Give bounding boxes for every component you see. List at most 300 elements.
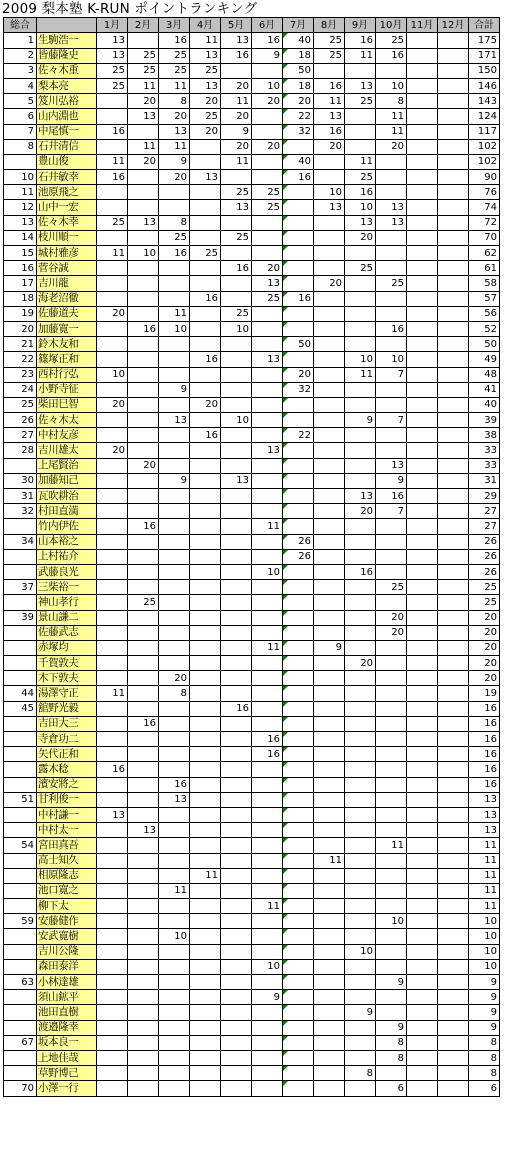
month-points-cell [97, 1081, 128, 1096]
table-row [4, 944, 500, 959]
month-points-cell [252, 914, 283, 929]
month-points-cell [407, 899, 438, 914]
month-points-cell [97, 519, 128, 534]
name-cell: 安武寛樹 [37, 929, 97, 944]
month-points-cell [283, 1035, 314, 1050]
month-points-cell: 20 [345, 656, 376, 671]
name-cell: 中村友彦 [37, 428, 97, 443]
name-cell: 上尾賢治 [37, 458, 97, 473]
rank-cell: 34 [4, 534, 37, 549]
month-points-cell [283, 473, 314, 488]
month-points-cell [190, 534, 221, 549]
rank-cell [4, 564, 37, 579]
month-points-cell: 25 [97, 78, 128, 93]
month-points-cell: 8 [159, 215, 190, 230]
month-points-cell [283, 215, 314, 230]
table-row [4, 732, 500, 747]
name-cell: 上地佳哉 [37, 1050, 97, 1065]
name-cell: 生駒浩一 [37, 33, 97, 48]
month-points-cell [159, 200, 190, 215]
month-points-cell [376, 792, 407, 807]
month-points-cell [190, 701, 221, 716]
name-cell: 草野博己 [37, 1066, 97, 1081]
table-row [4, 1050, 500, 1065]
month-points-cell [283, 261, 314, 276]
table-row [4, 170, 500, 185]
month-points-cell [252, 671, 283, 686]
name-cell: 須山鉱平 [37, 990, 97, 1005]
month-points-cell [407, 1066, 438, 1081]
rank-cell: 27 [4, 428, 37, 443]
rank-cell: 2 [4, 48, 37, 63]
month-points-cell [283, 352, 314, 367]
table-row [4, 899, 500, 914]
month-points-cell [159, 701, 190, 716]
month-points-cell [128, 443, 159, 458]
month-points-cell [159, 337, 190, 352]
month-points-cell [407, 1005, 438, 1020]
month-points-cell: 32 [283, 124, 314, 139]
month-points-cell [252, 504, 283, 519]
month-points-cell: 16 [376, 489, 407, 504]
month-points-cell [407, 230, 438, 245]
total-cell: 10 [469, 914, 500, 929]
month-points-cell [252, 458, 283, 473]
month-points-cell [438, 580, 469, 595]
month-points-cell: 13 [314, 109, 345, 124]
month-points-cell [407, 959, 438, 974]
month-points-cell [283, 519, 314, 534]
month-points-cell [407, 428, 438, 443]
month-points-cell [252, 1050, 283, 1065]
month-points-cell [376, 868, 407, 883]
month-points-cell [283, 306, 314, 321]
table-header [4, 18, 500, 33]
month-points-cell [97, 929, 128, 944]
month-points-cell: 20 [345, 230, 376, 245]
month-points-cell [438, 610, 469, 625]
month-points-cell: 26 [283, 549, 314, 564]
month-points-cell [345, 549, 376, 564]
month-points-cell [97, 959, 128, 974]
month-points-cell [438, 959, 469, 974]
month-points-cell [283, 838, 314, 853]
total-cell: 27 [469, 519, 500, 534]
month-points-cell: 13 [376, 458, 407, 473]
month-points-cell: 16 [190, 352, 221, 367]
month-points-cell: 9 [376, 975, 407, 990]
table-row [4, 154, 500, 169]
column-header: 3月 [159, 18, 190, 33]
month-points-cell [283, 823, 314, 838]
month-points-cell: 50 [283, 337, 314, 352]
month-points-cell [407, 807, 438, 822]
month-points-cell [438, 78, 469, 93]
month-points-cell [314, 625, 345, 640]
month-points-cell [252, 838, 283, 853]
month-points-cell [159, 868, 190, 883]
rank-cell [4, 671, 37, 686]
rank-cell [4, 747, 37, 762]
month-points-cell [252, 929, 283, 944]
month-points-cell [283, 975, 314, 990]
rank-cell: 6 [4, 109, 37, 124]
month-points-cell: 10 [97, 367, 128, 382]
month-points-cell [438, 762, 469, 777]
month-points-cell [407, 990, 438, 1005]
rank-cell [4, 853, 37, 868]
month-points-cell [221, 580, 252, 595]
month-points-cell [438, 261, 469, 276]
month-points-cell [159, 1050, 190, 1065]
month-points-cell [97, 200, 128, 215]
month-points-cell [190, 929, 221, 944]
month-points-cell: 13 [252, 443, 283, 458]
month-points-cell [407, 321, 438, 336]
month-points-cell [345, 640, 376, 655]
month-points-cell [438, 230, 469, 245]
month-points-cell: 13 [190, 48, 221, 63]
month-points-cell [376, 306, 407, 321]
name-cell: 枝川順一 [37, 230, 97, 245]
month-points-cell [252, 610, 283, 625]
month-points-cell [97, 944, 128, 959]
month-points-cell [97, 580, 128, 595]
month-points-cell: 32 [283, 382, 314, 397]
month-points-cell [97, 458, 128, 473]
total-cell: 13 [469, 792, 500, 807]
month-points-cell [221, 671, 252, 686]
name-cell: 佐藤道夫 [37, 306, 97, 321]
month-points-cell [407, 170, 438, 185]
name-cell: 濱安將之 [37, 777, 97, 792]
month-points-cell [221, 170, 252, 185]
month-points-cell [376, 170, 407, 185]
month-points-cell [252, 868, 283, 883]
total-cell: 25 [469, 595, 500, 610]
month-points-cell [345, 625, 376, 640]
table-body [4, 33, 500, 1096]
name-cell: 笈川弘裕 [37, 94, 97, 109]
table-row [4, 1066, 500, 1081]
month-points-cell [345, 428, 376, 443]
month-points-cell [438, 1081, 469, 1096]
month-points-cell [376, 564, 407, 579]
month-points-cell [159, 656, 190, 671]
rank-cell [4, 823, 37, 838]
month-points-cell [221, 944, 252, 959]
month-points-cell [128, 990, 159, 1005]
month-points-cell [221, 352, 252, 367]
total-cell: 39 [469, 413, 500, 428]
table-row [4, 397, 500, 412]
name-cell: 湯澤守正 [37, 686, 97, 701]
month-points-cell: 10 [159, 321, 190, 336]
month-points-cell [407, 443, 438, 458]
rank-cell: 11 [4, 185, 37, 200]
table-row [4, 807, 500, 822]
month-points-cell [190, 1035, 221, 1050]
month-points-cell [252, 807, 283, 822]
month-points-cell [190, 914, 221, 929]
month-points-cell: 16 [97, 124, 128, 139]
month-points-cell: 13 [97, 48, 128, 63]
month-points-cell [252, 777, 283, 792]
month-points-cell [252, 701, 283, 716]
name-cell: 木下敦夫 [37, 671, 97, 686]
column-header [37, 18, 97, 33]
month-points-cell [314, 306, 345, 321]
month-points-cell: 11 [190, 33, 221, 48]
month-points-cell [407, 838, 438, 853]
month-points-cell [345, 1020, 376, 1035]
month-points-cell [283, 792, 314, 807]
table-row [4, 519, 500, 534]
month-points-cell [314, 792, 345, 807]
month-points-cell: 16 [97, 170, 128, 185]
month-points-cell [314, 959, 345, 974]
total-cell: 102 [469, 139, 500, 154]
page-title: 2009 梨本塾 K-RUN ポイントランキング [2, 1, 258, 17]
month-points-cell [128, 564, 159, 579]
month-points-cell [438, 686, 469, 701]
month-points-cell [314, 397, 345, 412]
month-points-cell [97, 534, 128, 549]
month-points-cell: 10 [345, 944, 376, 959]
month-points-cell: 11 [252, 519, 283, 534]
month-points-cell [345, 443, 376, 458]
month-points-cell [438, 914, 469, 929]
month-points-cell [128, 838, 159, 853]
month-points-cell [221, 337, 252, 352]
month-points-cell [97, 823, 128, 838]
month-points-cell [252, 428, 283, 443]
rank-cell [4, 883, 37, 898]
month-points-cell [159, 625, 190, 640]
rank-cell: 30 [4, 473, 37, 488]
rank-cell [4, 990, 37, 1005]
month-points-cell [407, 564, 438, 579]
total-cell: 10 [469, 944, 500, 959]
month-points-cell [128, 914, 159, 929]
month-points-cell: 13 [159, 413, 190, 428]
name-cell: 城村雅彦 [37, 246, 97, 261]
total-cell: 143 [469, 94, 500, 109]
month-points-cell [190, 367, 221, 382]
total-cell: 33 [469, 443, 500, 458]
month-points-cell [376, 291, 407, 306]
month-points-cell [128, 807, 159, 822]
rank-cell: 18 [4, 291, 37, 306]
month-points-cell [283, 868, 314, 883]
total-cell: 8 [469, 1066, 500, 1081]
month-points-cell [159, 549, 190, 564]
month-points-cell [252, 625, 283, 640]
month-points-cell [97, 352, 128, 367]
month-points-cell [128, 883, 159, 898]
month-points-cell: 25 [252, 291, 283, 306]
month-points-cell [438, 975, 469, 990]
month-points-cell: 25 [190, 63, 221, 78]
month-points-cell [407, 48, 438, 63]
month-points-cell [283, 732, 314, 747]
month-points-cell: 13 [345, 489, 376, 504]
month-points-cell: 20 [221, 109, 252, 124]
month-points-cell: 20 [252, 139, 283, 154]
month-points-cell [314, 732, 345, 747]
month-points-cell [314, 63, 345, 78]
month-points-cell [314, 975, 345, 990]
month-points-cell [438, 397, 469, 412]
name-cell: 相原隆志 [37, 868, 97, 883]
month-points-cell [190, 337, 221, 352]
column-header: 7月 [283, 18, 314, 33]
name-cell: 山内淵也 [37, 109, 97, 124]
month-points-cell: 16 [345, 33, 376, 48]
month-points-cell [190, 656, 221, 671]
month-points-cell [190, 580, 221, 595]
month-points-cell [283, 595, 314, 610]
month-points-cell [221, 382, 252, 397]
month-points-cell [345, 124, 376, 139]
month-points-cell [190, 549, 221, 564]
name-cell: 小澤一行 [37, 1081, 97, 1096]
name-cell: 坂本良一 [37, 1035, 97, 1050]
table-row [4, 534, 500, 549]
table-row [4, 549, 500, 564]
month-points-cell [438, 291, 469, 306]
name-cell: 吉川龍 [37, 276, 97, 291]
month-points-cell [97, 1035, 128, 1050]
month-points-cell [190, 1050, 221, 1065]
rank-cell: 37 [4, 580, 37, 595]
month-points-cell: 16 [345, 564, 376, 579]
month-points-cell [314, 580, 345, 595]
name-cell: 池口寛之 [37, 883, 97, 898]
month-points-cell [159, 428, 190, 443]
table-row [4, 564, 500, 579]
month-points-cell [407, 139, 438, 154]
month-points-cell [128, 656, 159, 671]
month-points-cell [97, 777, 128, 792]
month-points-cell: 11 [252, 640, 283, 655]
month-points-cell: 7 [376, 413, 407, 428]
month-points-cell [128, 489, 159, 504]
month-points-cell: 8 [159, 94, 190, 109]
rank-cell: 54 [4, 838, 37, 853]
total-cell: 13 [469, 807, 500, 822]
month-points-cell [376, 154, 407, 169]
table-row [4, 413, 500, 428]
month-points-cell [345, 792, 376, 807]
month-points-cell [221, 564, 252, 579]
month-points-cell [128, 899, 159, 914]
month-points-cell [283, 185, 314, 200]
total-cell: 11 [469, 853, 500, 868]
month-points-cell [376, 716, 407, 731]
month-points-cell [283, 625, 314, 640]
name-cell: 矢代正和 [37, 747, 97, 762]
month-points-cell [128, 124, 159, 139]
month-points-cell: 40 [283, 154, 314, 169]
month-points-cell [128, 1066, 159, 1081]
month-points-cell: 20 [252, 94, 283, 109]
table-row [4, 382, 500, 397]
month-points-cell: 25 [128, 48, 159, 63]
month-points-cell [345, 686, 376, 701]
month-points-cell [376, 762, 407, 777]
month-points-cell [407, 640, 438, 655]
month-points-cell [345, 777, 376, 792]
month-points-cell [159, 610, 190, 625]
column-header: 4月 [190, 18, 221, 33]
month-points-cell [97, 564, 128, 579]
table-row [4, 473, 500, 488]
month-points-cell [283, 762, 314, 777]
month-points-cell [252, 321, 283, 336]
month-points-cell [345, 246, 376, 261]
name-cell: 鈴木友和 [37, 337, 97, 352]
month-points-cell [345, 716, 376, 731]
month-points-cell: 20 [252, 261, 283, 276]
name-cell: 加藤寛一 [37, 321, 97, 336]
month-points-cell: 13 [252, 352, 283, 367]
month-points-cell [314, 807, 345, 822]
month-points-cell [314, 367, 345, 382]
month-points-cell: 10 [345, 352, 376, 367]
month-points-cell [128, 732, 159, 747]
month-points-cell [97, 899, 128, 914]
rank-cell: 12 [4, 200, 37, 215]
month-points-cell [190, 732, 221, 747]
month-points-cell [128, 534, 159, 549]
month-points-cell [97, 230, 128, 245]
month-points-cell [283, 139, 314, 154]
month-points-cell: 11 [190, 868, 221, 883]
month-points-cell [252, 883, 283, 898]
month-points-cell [97, 838, 128, 853]
total-cell: 175 [469, 33, 500, 48]
month-points-cell [407, 944, 438, 959]
name-cell: 寺倉功二 [37, 732, 97, 747]
rank-cell [4, 868, 37, 883]
total-cell: 20 [469, 625, 500, 640]
table-row [4, 610, 500, 625]
month-points-cell: 25 [159, 63, 190, 78]
month-points-cell [190, 564, 221, 579]
month-points-cell: 16 [159, 246, 190, 261]
month-points-cell: 18 [283, 48, 314, 63]
month-points-cell [345, 63, 376, 78]
month-points-cell [221, 656, 252, 671]
month-points-cell [128, 929, 159, 944]
month-points-cell: 7 [376, 367, 407, 382]
total-cell: 11 [469, 838, 500, 853]
month-points-cell [407, 762, 438, 777]
month-points-cell [283, 747, 314, 762]
month-points-cell [314, 1035, 345, 1050]
month-points-cell [128, 792, 159, 807]
month-points-cell [221, 534, 252, 549]
name-cell: 中村太一 [37, 823, 97, 838]
table-row [4, 990, 500, 1005]
name-cell: 佐藤武志 [37, 625, 97, 640]
month-points-cell [283, 640, 314, 655]
month-points-cell [376, 382, 407, 397]
month-points-cell [283, 489, 314, 504]
month-points-cell [159, 1035, 190, 1050]
month-points-cell [159, 397, 190, 412]
